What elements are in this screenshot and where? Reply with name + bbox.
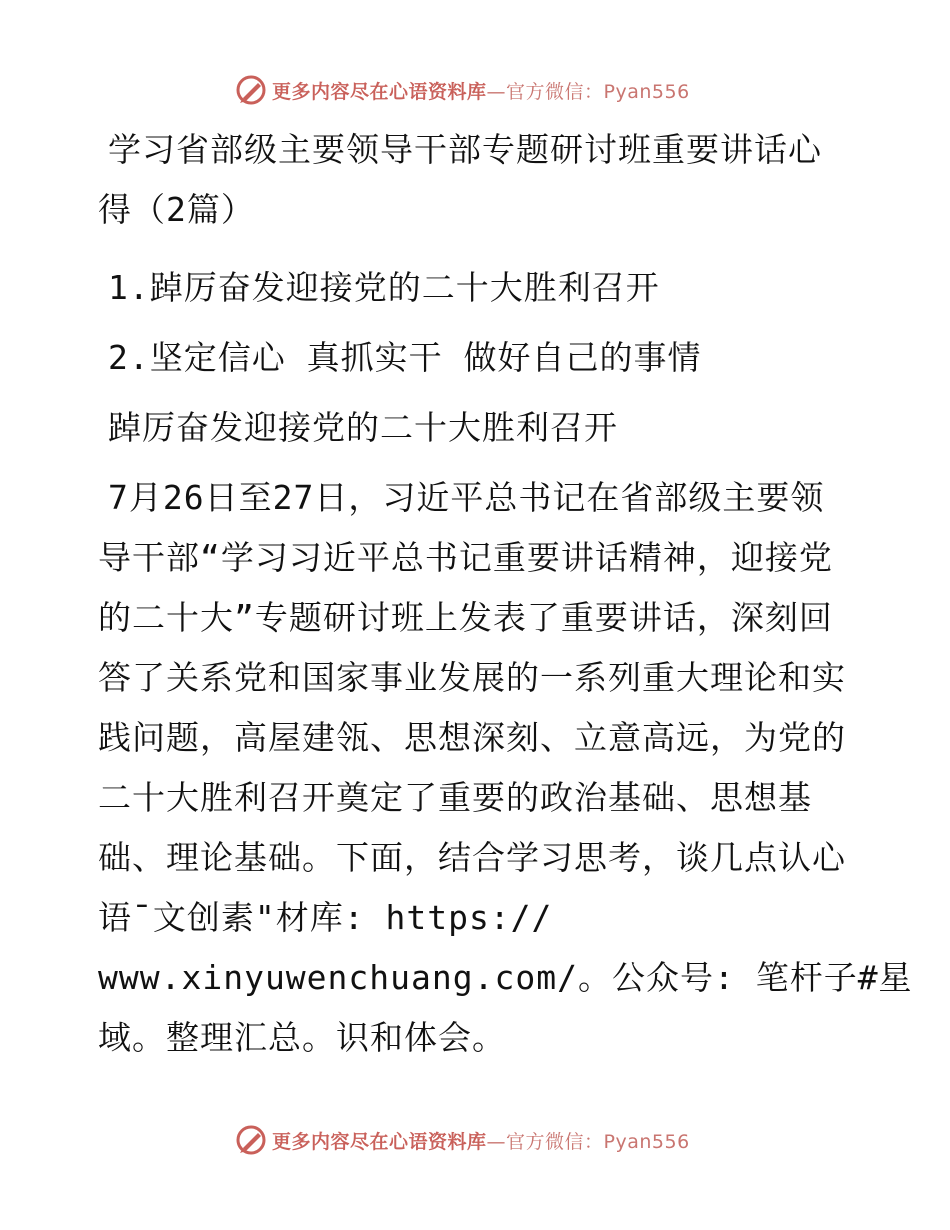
watermark-main-text: 更多内容尽在心语资料库 [272, 80, 487, 103]
paragraph-line: 答了关系党和国家事业发展的一系列重大理论和实 [98, 658, 846, 697]
paragraph-line: 二十大胜利召开奠定了重要的政治基础、思想基 [98, 778, 812, 817]
document-title-line-2: 得（2篇） [98, 190, 255, 229]
paragraph-line: 的二十大”专题研讨班上发表了重要讲话，深刻回 [98, 598, 833, 637]
paragraph-line: www.xinyuwenchuang.com/。公众号: 笔杆子#星 [98, 958, 913, 997]
header-watermark [234, 72, 714, 108]
toc-item-2: 2.坚定信心 真抓实干 做好自己的事情 [108, 338, 702, 377]
paragraph-line: 导干部“学习习近平总书记重要讲话精神，迎接党 [98, 538, 833, 577]
section-heading: 踔厉奋发迎接党的二十大胜利召开 [108, 408, 618, 447]
document-title-line-1: 学习省部级主要领导干部专题研讨班重要讲话心 [108, 130, 822, 169]
toc-item-1: 1.踔厉奋发迎接党的二十大胜利召开 [108, 268, 660, 307]
watermark-contact-text: —官方微信：Pyan556 [486, 80, 690, 103]
pen-logo-icon [234, 73, 268, 107]
pen-logo-icon [234, 1123, 268, 1157]
document-body [98, 120, 913, 1068]
paragraph-line: 践问题，高屋建瓴、思想深刻、立意高远，为党的 [98, 718, 846, 757]
paragraph-line: 础、理论基础。下面，结合学习思考，谈几点认心 [98, 838, 846, 877]
paragraph-line: 域。整理汇总。识和体会。 [98, 1018, 506, 1057]
watermark-contact-text: —官方微信：Pyan556 [486, 1130, 690, 1153]
paragraph-line: 7月26日至27日，习近平总书记在省部级主要领 [108, 478, 825, 517]
watermark-main-text: 更多内容尽在心语资料库 [272, 1130, 487, 1153]
footer-watermark [234, 1122, 714, 1158]
paragraph-line: 语¯文创素"材库: https:// [98, 898, 553, 937]
